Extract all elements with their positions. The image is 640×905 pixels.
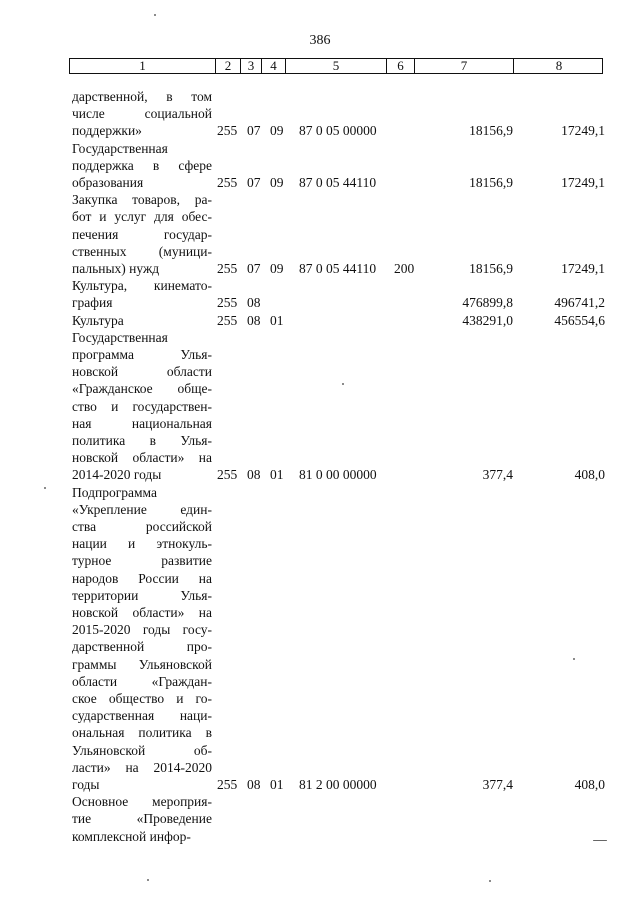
row-value-2018: 476899,8: [462, 295, 513, 311]
row-code-cs: 87 0 05 00000: [299, 123, 377, 139]
row-name-line: дарственной про-: [72, 639, 212, 655]
row-code-cs: 87 0 05 44110: [299, 260, 377, 276]
row-code-gr: 255: [217, 312, 238, 328]
row-code-cs: 87 0 05 44110: [299, 174, 377, 190]
row-name: [72, 191, 212, 277]
row-value-2019: 456554,6: [554, 312, 605, 328]
row-name-line: числе социальной: [72, 106, 212, 122]
header-col-2: 2: [216, 59, 241, 73]
row-code-rz: 07: [247, 174, 261, 190]
row-name: [72, 140, 212, 192]
row-name-line: ство и государствен-: [72, 398, 212, 414]
row-name-line: поддержки»: [72, 123, 142, 139]
row-code-cs: 81 0 00 00000: [299, 467, 377, 483]
row-name-line: 2014-2020 годы: [72, 467, 162, 483]
row-name-line: тие «Проведение: [72, 811, 212, 827]
row-code-pr: 09: [270, 123, 284, 139]
row-name-line: «Укрепление един-: [72, 501, 212, 517]
row-name-line: граммы Ульяновской: [72, 656, 212, 672]
header-col-3: 3: [241, 59, 262, 73]
row-name-line: ственных (муници-: [72, 243, 212, 259]
row-name-line: годы: [72, 777, 100, 793]
row-name-line: печения государ-: [72, 226, 212, 242]
row-code-rz: 08: [247, 312, 261, 328]
row-code-cs: 81 2 00 00000: [299, 776, 377, 792]
row-value-2019: 496741,2: [554, 295, 605, 311]
row-name: [72, 484, 212, 794]
row-code-rz: 08: [247, 295, 261, 311]
row-name-line: графия: [72, 295, 113, 311]
row-code-rz: 07: [247, 123, 261, 139]
row-name-line: новской области» на: [72, 605, 212, 621]
row-name-line: ная национальная: [72, 415, 212, 431]
scan-speck: [573, 658, 575, 660]
header-col-6: 6: [387, 59, 415, 73]
scan-speck: [489, 880, 491, 882]
row-value-2018: 18156,9: [469, 260, 513, 276]
table-header: [69, 58, 603, 74]
row-value-2018: 18156,9: [469, 174, 513, 190]
row-code-pr: 01: [270, 776, 284, 792]
row-code-gr: 255: [217, 776, 238, 792]
row-name-line: области «Граждан-: [72, 673, 212, 689]
row-name-line: Закупка товаров, ра-: [72, 192, 212, 208]
row-name-line: нации и этнокуль-: [72, 536, 212, 552]
row-name-line: комплексной инфор-: [72, 828, 191, 844]
row-value-2018: 377,4: [482, 776, 513, 792]
row-value-2018: 377,4: [482, 467, 513, 483]
row-name-line: дарственной, в том: [72, 89, 212, 104]
row-code-pr: 01: [270, 467, 284, 483]
row-name-line: сударственная наци-: [72, 708, 212, 724]
row-name-line: Основное мероприя-: [72, 794, 212, 810]
row-name: [72, 793, 212, 845]
page-number: 386: [309, 33, 331, 48]
row-name-line: ональная политика в: [72, 725, 212, 741]
row-code-vr: 200: [394, 260, 415, 276]
row-name-line: ства российской: [72, 519, 212, 534]
row-name-line: ласти» на 2014-2020: [72, 759, 212, 775]
row-name-line: народов России на: [72, 570, 212, 586]
row-name-line: образования: [72, 175, 144, 190]
row-name-line: Культура, кинемато-: [72, 278, 212, 294]
row-name-line: новской области: [72, 364, 212, 380]
row-name-line: «Гражданское обще-: [72, 381, 212, 397]
header-col-7: 7: [415, 59, 514, 73]
row-name-line: ское общество и го-: [72, 691, 212, 707]
row-name: [72, 88, 212, 140]
row-name-line: политика в Улья-: [72, 433, 212, 449]
row-code-rz: 07: [247, 260, 261, 276]
header-col-4: 4: [262, 59, 286, 73]
row-value-2019: 17249,1: [561, 260, 605, 276]
scan-speck: [154, 14, 156, 16]
row-code-pr: 01: [270, 312, 284, 328]
row-code-gr: 255: [217, 123, 238, 139]
row-code-gr: 255: [217, 467, 238, 483]
row-value-2018: 438291,0: [462, 312, 513, 328]
row-value-2019: 408,0: [574, 467, 605, 483]
row-name-line: пальных) нужд: [72, 261, 160, 276]
row-name-line: поддержка в сфере: [72, 157, 212, 173]
row-code-gr: 255: [217, 260, 238, 276]
row-name-line: Культура: [72, 312, 124, 328]
row-code-gr: 255: [217, 174, 238, 190]
row-name-line: Подпрограмма: [72, 484, 157, 500]
row-value-2019: 17249,1: [561, 174, 605, 190]
row-name-line: бот и услуг для обес-: [72, 209, 212, 225]
row-name-line: Государственная: [72, 329, 168, 345]
row-name-line: 2015-2020 годы госу-: [72, 622, 212, 638]
header-col-5: 5: [286, 59, 387, 73]
row-value-2018: 18156,9: [469, 123, 513, 139]
row-code-rz: 08: [247, 467, 261, 483]
row-name-line: программа Улья-: [72, 347, 212, 362]
row-value-2019: 408,0: [574, 776, 605, 792]
row-code-pr: 09: [270, 174, 284, 190]
scan-speck: [147, 879, 149, 881]
scan-speck: [342, 383, 344, 385]
row-code-gr: 255: [217, 295, 238, 311]
row-name: [72, 312, 212, 329]
header-col-1: 1: [70, 59, 216, 73]
scan-speck: [593, 840, 607, 841]
row-name-line: Ульяновской об-: [72, 742, 212, 758]
row-name: [72, 277, 212, 311]
row-name-line: территории Улья-: [72, 587, 212, 603]
row-code-rz: 08: [247, 776, 261, 792]
header-col-8: 8: [555, 58, 563, 73]
row-value-2019: 17249,1: [561, 123, 605, 139]
row-code-pr: 09: [270, 260, 284, 276]
scan-speck: [44, 487, 46, 489]
row-name-line: турное развитие: [72, 553, 212, 569]
row-name-line: Государственная: [72, 140, 168, 156]
row-name: [72, 329, 212, 484]
row-name-line: новской области» на: [72, 450, 212, 466]
